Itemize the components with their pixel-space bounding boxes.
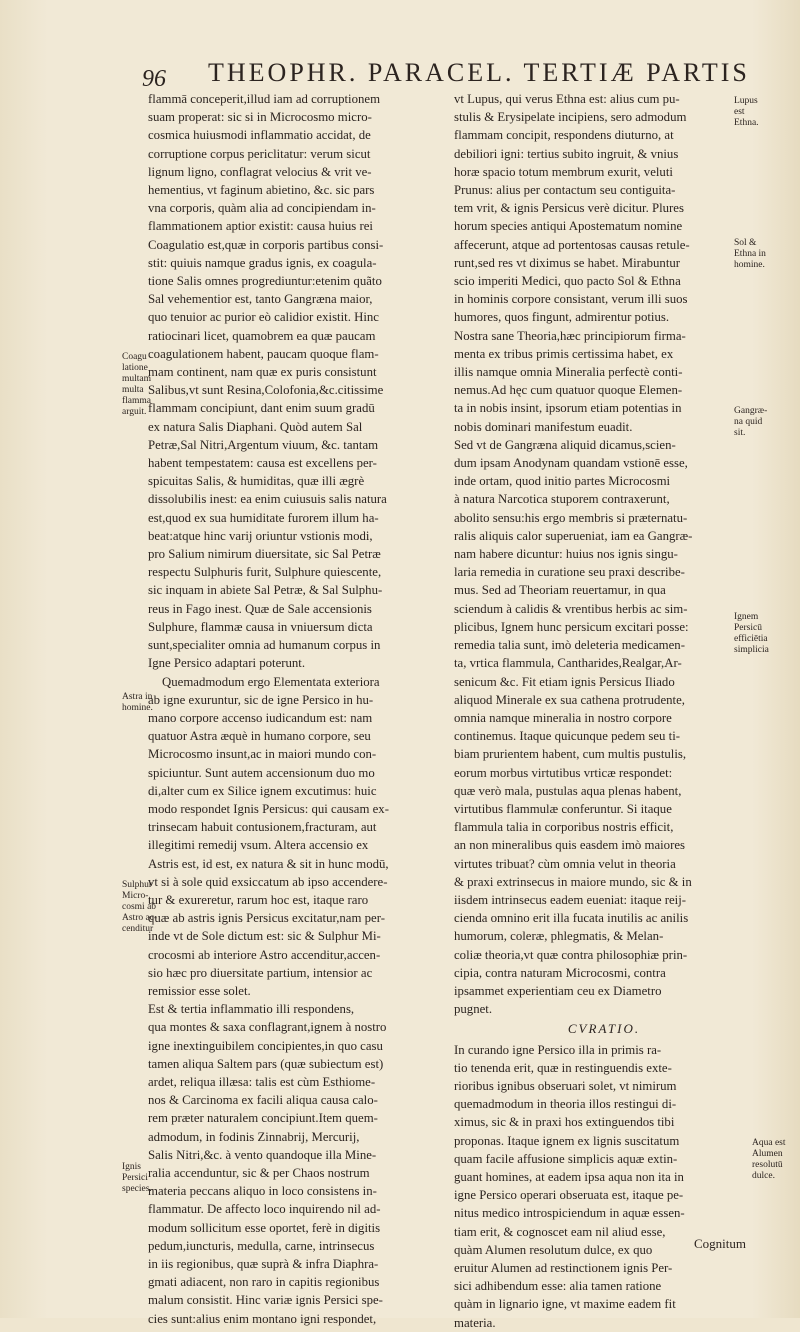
paragraph: Sed vt de Gangræna aliquid dicamus,scien- dum ipsam Anodynam quandam vstionē esse, inde ortam, quod initio partes Microcosmi à natura Narcotica stuporem contraxerunt, abolito sensu:his ergo membris si præternatu- ralis aliquis calor superueniat, iam ea Gangræ- nam habere dicuntur: huius nos ignis singu- laria remedia in curatione seu praxi describe- mus. Sed ad Theoriam reuertamur, in qua sciendum à calidis & vrentibus herbis ac sim- plicibus, Ignem hunc persicum excitari posse: remedia talia sunt, imò deleteria medicamen- ta, vrtica flammula, Cantharides,Realgar,Ar- senicum &c. Fit etiam ignis Persicus Iliado aliquod Minerale ex sua cathena protrudente, omnia namque mineralia in nostro corpore continemus. Itaque quicunque pedem seu ti- biam prurientem habent, cum multis pustulis, eorum morbus virtutibus vrticæ respondet: quæ verò mala, pustulas aqua plenas habent, virtutibus flammulæ conferuntur. Si itaque flammula talia in corporibus nostris efficit, an non mineralibus quis easdem imò maiores virtutes tribuat? cùm omnia velut in theoria & praxi extrinsecus in maiore mundo, sic & in iisdem intrinsecus eadem eueniat: itaque reij- cienda omnino erit illa fucata inutilis ac anilis humorum, coleræ, phlegmatis, & Melan- coliæ theoria,vt quæ contra philosophiæ prin- cipia, contra naturam Microcosmi, contra ipsammet experientiam ceu ex Diametro pugnet. <box>454 437 693 1017</box>
margin-note: Ignis Persici species. <box>122 1162 152 1194</box>
paragraph: Quemadmodum ergo Elementata exteriora ab igne exuruntur, sic de igne Persico in hu- mano corpore accenso iudicandum est: nam quatuor Astra æquè in humano corpore, seu Microcosmo insunt,ac in maiori mundo con- spiciuntur. Sunt autem accensionum duo mo di,alter cum ex Silice ignem excutimus: huic modo respondet Ignis Persicus: qui causam ex- trinsecam habuit contusionem,fracturam, aut illegitimi remedij vsum. Altera accensio ex Astris est, id est, ex natura & sit in hunc modū, vt si à sole quid exsiccatum ab ipso accendere- tur & exureretur, rarum hoc est, itaque raro quæ ab astris ignis Persicus excitatur,nam per- inde vt de Sole dictum est: sic & Sulphur Mi- crocosmi ab interiore Astro accenditur,accen- sio hæc pro diuersitate partium, intensior ac remissior esse solet. <box>148 674 389 998</box>
margin-note: Aqua est Alumen resolutū dulce. <box>752 1138 786 1181</box>
margin-note: Astra in homine. <box>122 692 153 713</box>
running-head: THEOPHR. PARACEL. TERTIÆ PARTIS <box>208 58 750 87</box>
page-header <box>120 52 760 92</box>
margin-note: Gangræ- na quid sit. <box>734 406 768 438</box>
margin-note: Lupus est Ethna. <box>734 96 759 128</box>
section-title: CVRATIO. <box>567 1021 641 1037</box>
right-text-column <box>454 90 754 1332</box>
margin-note: Ignem Persicū efficiētia simplicia <box>734 612 769 655</box>
paragraph: flammā conceperit,illud iam ad corruptionem suam properat: sic si in Microcosmo micro- cosmica huiusmodi inflammatio accidat, de corruptione corpus periclitatur: verum sicut lignum ligno, conflagrat velocius & vrit ve- hementius, vt faginum abietino, &c. sic pars vna corporis, quàm alia ad concipiendam in- flammationem aptior existit: causa huius rei Coagulatio est,quæ in corporis partibus consi- stit: quiuis namque gradus ignis, ex coagula- tione Salis omnes progrediuntur:etenim quãto Sal vehementior est, tanto Gangræna maior, quo tenuior ac purior eò calidior existit. Hinc ratiocinari licet, quamobrem ea quæ paucam coagulationem habent, paucam quoque flam- mam continent, nam quæ ex puris consistunt Salibus,vt sunt Resina,Colofonia,&c.citissime flammam concipiunt, dant enim suum gradū ex natura Salis Diaphani. Quòd autem Sal Petræ,Sal Nitri,Argentum viuum, &c. tantam habent tempestatem: causa est excellens per- spicuitas Salis, & humiditas, quæ illi ægrè dissolubilis inest: ea enim cuiusuis salis natura est,quod ex sua humiditate furorem illum ha- beat:atque hinc varij oriuntur vstionis modi, pro Salium nimirum diuersitate, sic Sal Petræ respectu Sulphuris furit, Sulphure quiescente, sic inquam in abiete Sal Petræ, & Sal Sulphu- reus in Fago inest. Quæ de Sale accensionis Sulphure, flammæ causa in vniuersum dicta sunt,specialiter omnia ad humanum corpus in Igne Persico adaptari poterunt. <box>148 92 387 671</box>
page-number: 96 <box>142 66 166 92</box>
paragraph: Est & tertia inflammatio illi respondens, qua montes & saxa conflagrant,ignem à nostro igne inextinguibilem concipientes,in quo casu tamen aliqua Saltem pars (quæ subiectum est) ardet, reliqua illæsa: talis est cùm Esthiome- nos & Carcinoma ex facili aliqua causa calo- rem præter naturalem concipiunt.Item quem- admodum, in fodinis Zinnabrij, Mercurij, Salis Nitri,&c. à vento quandoque illa Mine- ralia accenduntur, sic & per Chaos nostrum materia peccans aliquo in loco consistens in- flammatur. De affecto loco inquirendo nil ad- modum sollicitum esse oportet, ferè in digitis pedum,iuncturis, medulla, carne, intrinsecus in iis regionibus, quæ suprà & infra Diaphra- gmati adiacent, non raro in capitis regionibus malum consistit. Hinc variæ ignis Persici spe- cies sunt:alius enim montano igni respondet, <box>148 1002 387 1326</box>
left-text-column <box>148 90 448 1328</box>
margin-note: Sulphur Micro- cosmi ab Astro ac- cenditur <box>122 880 158 934</box>
catchword: Cognitum <box>693 1236 746 1251</box>
margin-note: Sol & Ethna in homine. <box>734 238 766 270</box>
paragraph: In curando igne Persico illa in primis ra- tio tenenda erit, quæ in restinguendis exte- rioribus ignibus obseruari solet, vt nimirum quemadmodum in theoria illos restingui di- ximus, sic & in praxi hos extinguendos tibi proponas. Itaque ignem ex lignis suscitatum quam facile affusione simplicis aquæ extin- guant homines, at eadem ipsa aqua non ita in igne Persico operari obseruata est, itaque pe- nitus medico introspiciendum in aquæ essen- tiam erit, & cognoscet eam nil aliud esse, quàm Alumen resolutum dulce, ex quo eruitur Alumen ad restinctionem ignis Per- sici adhibendum esse: alia tamen ratione quàm in lignario igne, vt maxime eadem fit materia. <box>454 1042 685 1330</box>
paragraph: vt Lupus, qui verus Ethna est: alius cum pu- stulis & Erysipelate incipiens, sero admodum flammam concipit, respondens diuturno, at debiliori igni: tertius subito ingruit, & vnius horæ spacio totum membrum exurit, veluti Prunus: alius per contactum seu contiguita- tem vrit, & ignis Persicus verè dicitur. Plures horum species antiqui Apostematum nomine affecerunt, atque ad portentosas causas retule- runt,sed res vt diximus se habet. Mirabuntur scio imperiti Medici, quo pacto Sol & Ethna in hominis corpore consistant, verum illi suos humores, quos fingunt, admirentur potius. Nostra sane Theoria,hæc principiorum firma- menta ex tribus primis certissima habet, ex illis namque omnia Mineralia perfectè conti- nemus.Ad hęc cum quatuor quoque Elemen- ta in nobis insint, ipsorum etiam potentias in nobis dominari manifestum euadit. <box>454 92 690 434</box>
margin-note: Coagu latione multam multa flamma arguit. <box>122 352 152 417</box>
